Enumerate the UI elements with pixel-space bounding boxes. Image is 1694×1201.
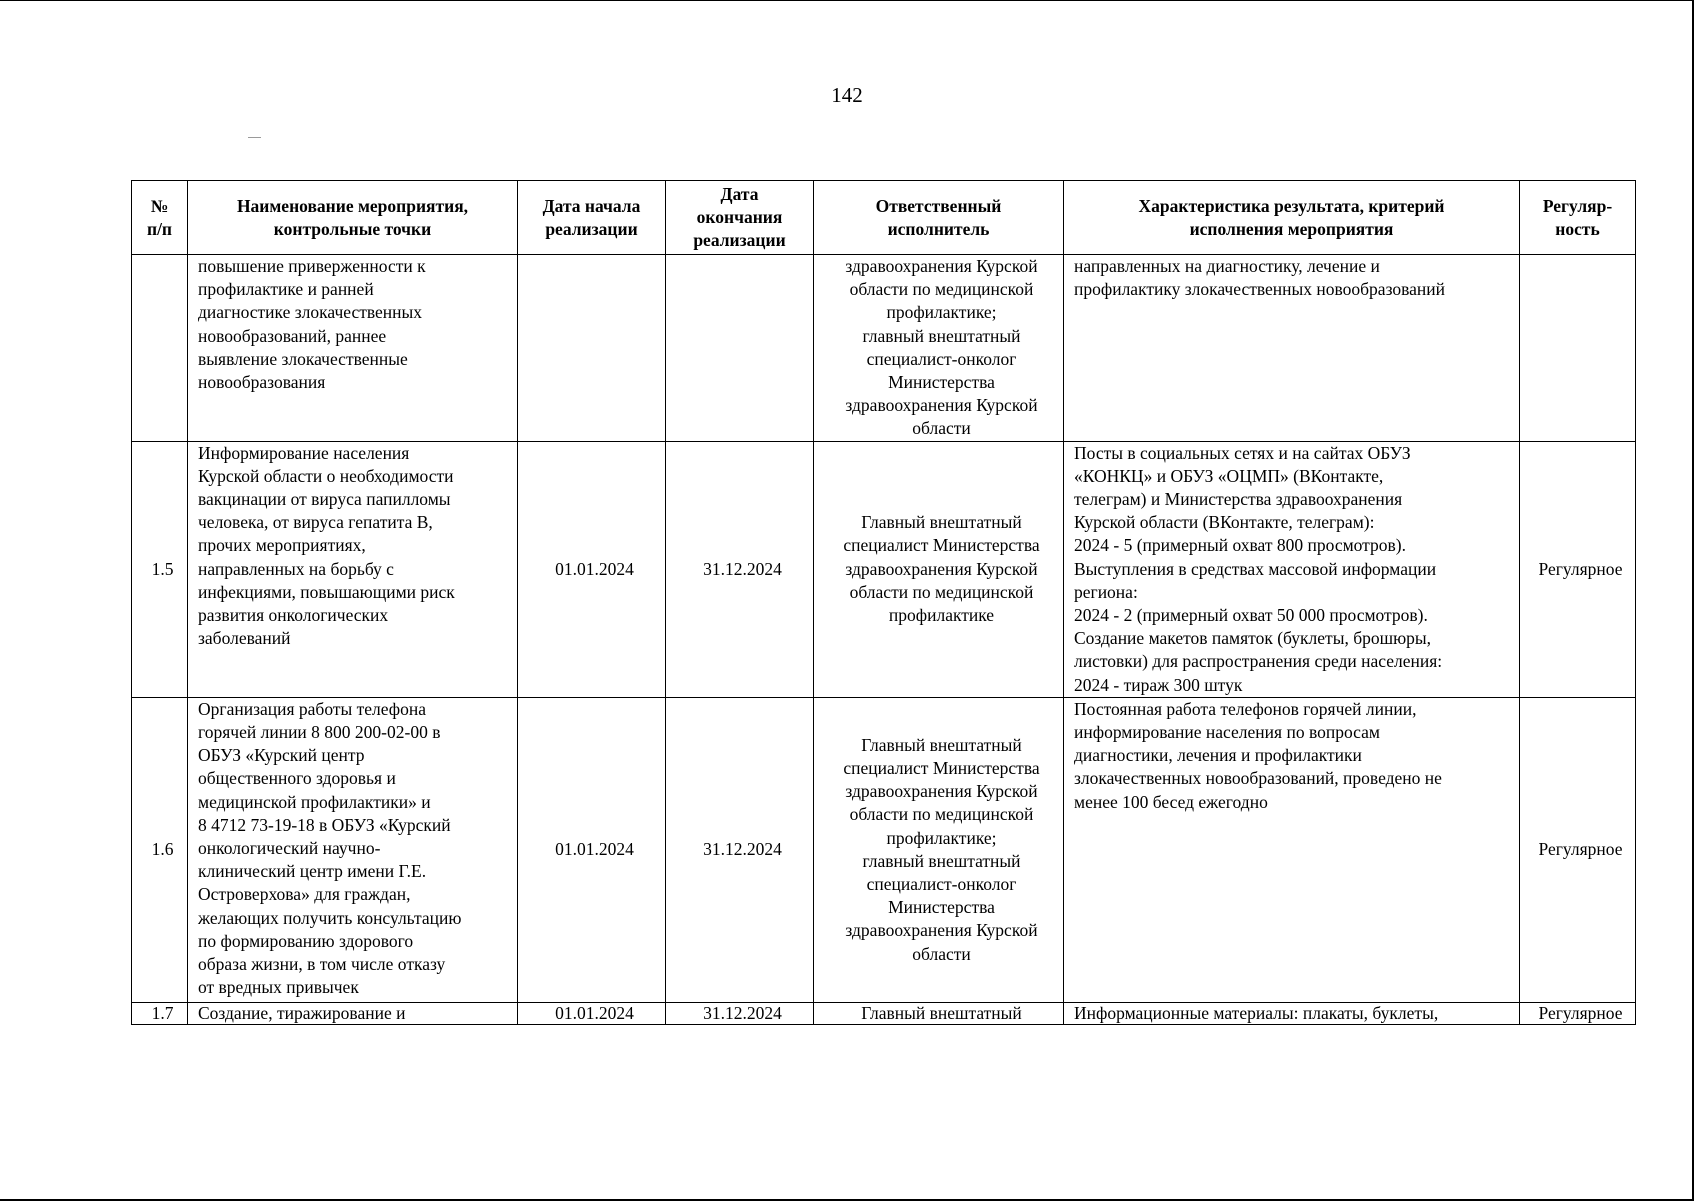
cell-end-date: 31.12.2024: [666, 697, 814, 1002]
table-row-1-7: [132, 1002, 1636, 1024]
header-responsible: Ответственный исполнитель: [814, 181, 1064, 255]
cell-responsible: Главный внештатный: [814, 1002, 1064, 1024]
header-regularity: Регуляр- ность: [1520, 181, 1636, 255]
cell-end-date: [666, 255, 814, 442]
cell-name: Информирование населения Курской области о необходимости вакцинации от вируса папилломы человека, от вируса гепатита В, прочих мероприятиях, направленных на борьбу с инфекциями, повышающими риск развития онкологических заболеваний: [188, 441, 518, 697]
cell-result: Посты в социальных сетях и на сайтах ОБУЗ «КОНКЦ» и ОБУЗ «ОЦМП» (ВКонтакте, телеграм) и Министерства здравоохранения Курской области (ВКонтакте, телеграм): 2024 - 5 (примерный охват 800 просмотров). Выступления в средствах массовой информации региона: 2024 - 2 (примерный охват 50 000 просмотров). Создание макетов памяток (буклеты, брошюры, листовки) для распространения среди населения: 2024 - тираж 300 штук: [1064, 441, 1520, 697]
cell-start-date: 01.01.2024: [518, 1002, 666, 1024]
cell-name: повышение приверженности к профилактике и ранней диагностике злокачественных новообразований, раннее выявление злокачественные новообразования: [188, 255, 518, 442]
cell-result: Информационные материалы: плакаты, буклеты,: [1064, 1002, 1520, 1024]
cell-num: 1.6: [132, 697, 188, 1002]
scan-speck: [248, 137, 261, 138]
header-num: № п/п: [132, 181, 188, 255]
cell-regularity: Регулярное: [1520, 1002, 1636, 1024]
cell-name: Создание, тиражирование и: [188, 1002, 518, 1024]
header-result: Характеристика результата, критерий исполнения мероприятия: [1064, 181, 1520, 255]
header-start-date: Дата начала реализации: [518, 181, 666, 255]
table-row-1-6: [132, 697, 1636, 1002]
cell-num: 1.7: [132, 1002, 188, 1024]
table-row-continuation: [132, 255, 1636, 442]
cell-responsible: Главный внештатный специалист Министерства здравоохранения Курской области по медицинской профилактике: [814, 441, 1064, 697]
cell-regularity: Регулярное: [1520, 697, 1636, 1002]
cell-num: 1.5: [132, 441, 188, 697]
cell-start-date: 01.01.2024: [518, 697, 666, 1002]
cell-start-date: [518, 255, 666, 442]
header-name: Наименование мероприятия, контрольные точки: [188, 181, 518, 255]
table-row-1-5: [132, 441, 1636, 697]
header-end-date: Дата окончания реализации: [666, 181, 814, 255]
table-header-row: [132, 181, 1636, 255]
cell-regularity: Регулярное: [1520, 441, 1636, 697]
cell-start-date: 01.01.2024: [518, 441, 666, 697]
cell-result: Постоянная работа телефонов горячей линии, информирование населения по вопросам диагностики, лечения и профилактики злокачественных новообразований, проведено не менее 100 бесед ежегодно: [1064, 697, 1520, 1002]
cell-end-date: 31.12.2024: [666, 441, 814, 697]
cell-name: Организация работы телефона горячей линии 8 800 200-02-00 в ОБУЗ «Курский центр общественного здоровья и медицинской профилактики» и 8 4712 73-19-18 в ОБУЗ «Курский онкологический научно- клинический центр имени Г.Е. Островерхова» для граждан, желающих получить консультацию по формированию здорового образа жизни, в том числе отказу от вредных привычек: [188, 697, 518, 1002]
cell-num: [132, 255, 188, 442]
cell-result: направленных на диагностику, лечение и профилактику злокачественных новообразований: [1064, 255, 1520, 442]
cell-responsible: здравоохранения Курской области по медицинской профилактике; главный внештатный специалист-онколог Министерства здравоохранения Курской области: [814, 255, 1064, 442]
cell-responsible: Главный внештатный специалист Министерства здравоохранения Курской области по медицинской профилактике; главный внештатный специалист-онколог Министерства здравоохранения Курской области: [814, 697, 1064, 1002]
cell-regularity: [1520, 255, 1636, 442]
page-number: 142: [831, 83, 863, 107]
activities-table: [131, 180, 1636, 1025]
cell-end-date: 31.12.2024: [666, 1002, 814, 1024]
